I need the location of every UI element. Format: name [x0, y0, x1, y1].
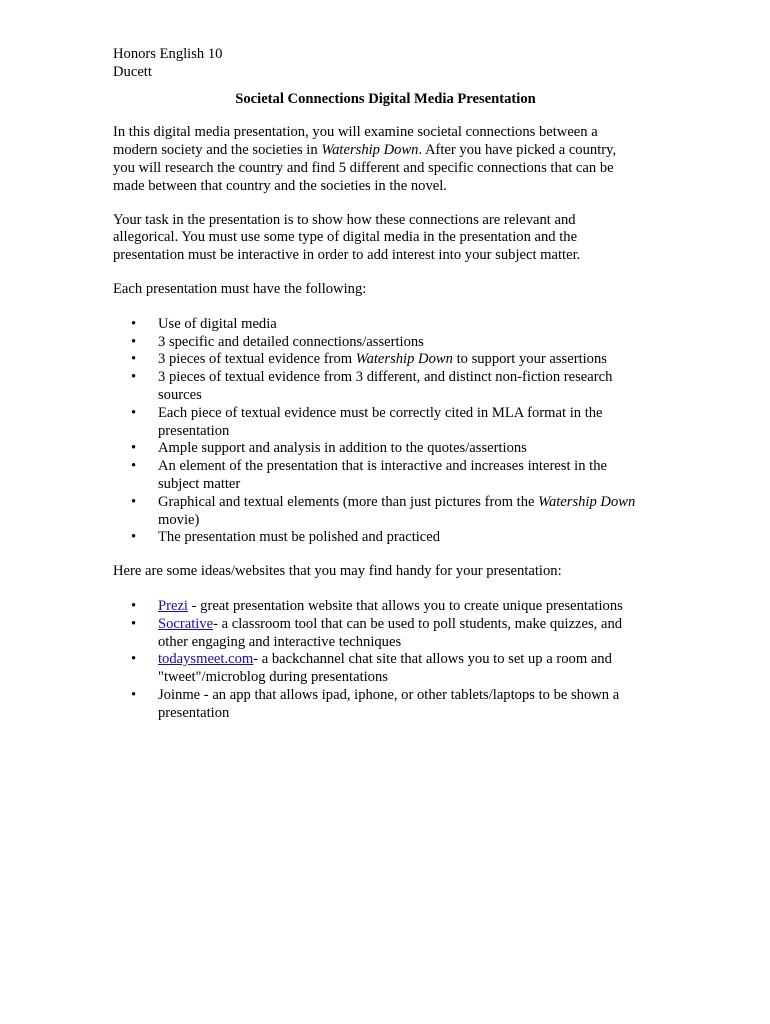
intro-line-4: made between that country and the societies in the novel. — [113, 177, 447, 194]
requirement-text: Each piece of textual evidence must be correctly cited in MLA format in the — [158, 404, 603, 421]
book-title: Watership Down — [538, 493, 636, 510]
intro-line-2-end: . After you have picked a country, — [418, 142, 617, 159]
page-title: Societal Connections Digital Media Presentation — [235, 90, 536, 107]
requirement-text: An element of the presentation that is interactive and increases interest in the — [158, 458, 608, 475]
bullet-icon: • — [131, 458, 137, 475]
idea-text-cont: "tweet"/microblog during presentations — [158, 669, 388, 686]
requirement-text — [158, 494, 658, 512]
requirement-text-cont: presentation — [158, 422, 230, 439]
bullet-icon: • — [131, 597, 137, 614]
requirement-text-part: 3 pieces of textual evidence from — [158, 351, 356, 368]
intro-line-2-text: modern society and the societies in — [113, 142, 322, 159]
list-item — [113, 598, 658, 616]
list-item — [113, 458, 658, 494]
intro-line-2 — [113, 142, 658, 160]
task-line-3: presentation must be interactive in order to add interest into your subject matter. — [113, 247, 581, 264]
book-title: Watership Down — [355, 351, 453, 368]
list-item — [113, 316, 658, 334]
list-item — [113, 651, 658, 687]
requirement-text-part: to support your assertions — [452, 351, 607, 368]
idea-text-cont: other engaging and interactive techniques — [158, 633, 402, 650]
ideas-list — [113, 598, 658, 723]
list-item — [113, 687, 658, 723]
idea-description: - a backchannel chat site that allows you to set up a room and — [253, 651, 612, 668]
intro-paragraph — [113, 124, 658, 195]
idea-description: - great presentation website that allows you to create unique presentations — [188, 597, 623, 614]
course-name: Honors English 10 — [113, 46, 223, 62]
list-item — [113, 369, 658, 405]
intro-line-1: In this digital media presentation, you will examine societal connections between a — [113, 124, 598, 141]
bullet-icon: • — [131, 529, 137, 546]
idea-text: Joinme - an app that allows ipad, iphone, or other tablets/laptops to be shown a — [158, 686, 620, 703]
list-item — [113, 616, 658, 652]
intro-line-3: you will research the country and find 5 different and specific connections that can be — [113, 159, 614, 176]
list-item — [113, 440, 658, 458]
teacher-name: Ducett — [113, 63, 152, 80]
bullet-icon: • — [131, 440, 137, 457]
requirement-text — [158, 351, 658, 369]
task-line-1: Your task in the presentation is to show how these connections are relevant and — [113, 211, 576, 228]
ideas-intro: Here are some ideas/websites that you may find handy for your presentation: — [113, 563, 562, 580]
requirements-intro: Each presentation must have the following: — [113, 280, 367, 297]
requirement-text: Ample support and analysis in addition to the quotes/assertions — [158, 440, 527, 457]
bullet-icon: • — [131, 315, 137, 332]
requirement-text-cont: sources — [158, 386, 202, 403]
bullet-icon: • — [131, 351, 137, 368]
document-body — [113, 46, 658, 723]
idea-text — [158, 616, 658, 634]
intro-book-title: Watership Down — [321, 142, 419, 159]
idea-text — [158, 651, 658, 669]
task-line-2: allegorical. You must use some type of digital media in the presentation and the — [113, 229, 578, 246]
idea-description: - a classroom tool that can be used to poll students, make quizzes, and — [213, 615, 623, 632]
bullet-icon: • — [131, 369, 137, 386]
idea-text — [158, 598, 658, 616]
requirement-text: 3 pieces of textual evidence from 3 different, and distinct non-fiction research — [158, 369, 613, 386]
todaysmeet-link[interactable]: todaysmeet.com — [158, 651, 254, 668]
idea-text-cont: presentation — [158, 704, 230, 721]
bullet-icon: • — [131, 333, 137, 350]
requirement-text-cont: subject matter — [158, 475, 241, 492]
list-item — [113, 494, 658, 530]
requirement-text: The presentation must be polished and practiced — [158, 529, 441, 546]
list-item — [113, 529, 658, 547]
list-item — [113, 334, 658, 352]
socrative-link[interactable]: Socrative — [158, 615, 214, 632]
bullet-icon: • — [131, 651, 137, 668]
list-item — [113, 351, 658, 369]
requirement-text-part: Graphical and textual elements (more than just pictures from the — [158, 493, 539, 510]
bullet-icon: • — [131, 404, 137, 421]
list-item — [113, 405, 658, 441]
requirements-list — [113, 316, 658, 547]
requirement-text: 3 specific and detailed connections/assertions — [158, 333, 424, 350]
task-paragraph — [113, 212, 658, 265]
requirement-text-cont: movie) — [158, 511, 200, 528]
bullet-icon: • — [131, 686, 137, 703]
bullet-icon: • — [131, 615, 137, 632]
prezi-link[interactable]: Prezi — [158, 597, 188, 614]
requirement-text: Use of digital media — [158, 315, 277, 332]
bullet-icon: • — [131, 493, 137, 510]
